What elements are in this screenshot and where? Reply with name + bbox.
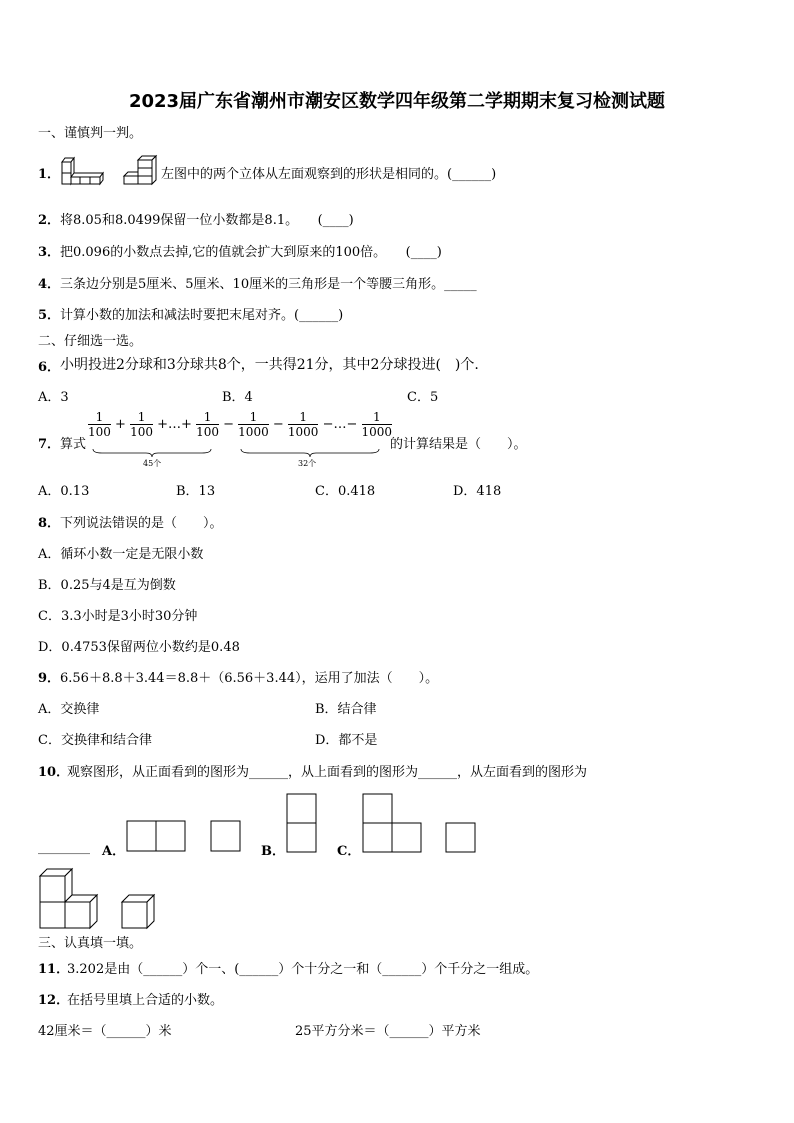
q4-text: 三条边分别是5厘米、5厘米、10厘米的三角形是一个等腰三角形。_____ [60, 277, 477, 292]
q9-option-b: B．结合律 [315, 702, 377, 717]
q1-text: 左图中的两个立体从左面观察到的形状是相同的。(______) [161, 167, 497, 182]
q9-number: 9． [38, 671, 61, 686]
q10-option-a-label: A． [102, 844, 126, 859]
q6-option-a: A．3 [38, 390, 69, 405]
q10-solid-figure [38, 866, 158, 930]
q10-number: 10． [38, 765, 70, 780]
q12-left-blank: 42厘米＝（______）米 [38, 1024, 172, 1039]
q7-minus-ellipsis: −…− [322, 417, 358, 432]
q11-text: 3.202是由（______）个一、(______）个十分之一和（______）个千分之一组成。 [67, 962, 539, 977]
q10-option-b-label: B． [261, 844, 285, 859]
q7-option-a: A．0.13 [38, 484, 90, 499]
q7-minus: − [223, 417, 235, 432]
section-2-heading: 二、仔细选一选。 [38, 334, 143, 349]
q8-text: 下列说法错误的是（ ）。 [60, 516, 223, 531]
q7-fraction-5: $\frac{1}{1000}$ [287, 410, 319, 439]
q10-option-a-figure [126, 820, 242, 854]
q7-fraction-1: $\frac{1}{100}$ [88, 410, 111, 439]
q7-count-32: 32个 [298, 459, 317, 468]
q7-prefix: 算式 [60, 437, 87, 452]
q9-option-a: A．交换律 [38, 702, 100, 717]
q10-blank: ________ [38, 840, 90, 855]
q8-number: 8． [38, 516, 61, 531]
q8-option-c: C．3.3小时是3小时30分钟 [38, 609, 198, 624]
q7-option-d: D．418 [453, 484, 502, 499]
q7-option-b: B．13 [176, 484, 216, 499]
q8-option-b: B．0.25与4是互为倒数 [38, 578, 176, 593]
q10-text: 观察图形，从正面看到的图形为______，从上面看到的图形为______，从左面看到的图形为 [67, 765, 588, 780]
q7-count-45: 45个 [143, 459, 162, 468]
q7-fraction-3: $\frac{1}{100}$ [196, 410, 219, 439]
q4-number: 4． [38, 277, 61, 292]
section-1-heading: 一、谨慎判一判。 [38, 126, 143, 141]
q3-text: 把0.096的小数点去掉,它的值就会扩大到原来的100倍。 (____) [60, 245, 442, 260]
q12-right-blank: 25平方分米＝（______）平方米 [295, 1024, 481, 1039]
section-3-heading: 三、认真填一填。 [38, 936, 143, 951]
q2-text: 将8.05和8.0499保留一位小数都是8.1。 (____) [60, 213, 354, 228]
q5-text: 计算小数的加法和减法时要把末尾对齐。(______) [60, 308, 344, 323]
q3-number: 3． [38, 245, 61, 260]
q12-text: 在括号里填上合适的小数。 [67, 993, 224, 1008]
q6-option-c: C．5 [407, 390, 439, 405]
q8-option-a: A．循环小数一定是无限小数 [38, 547, 204, 562]
q7-plus: + [115, 417, 126, 432]
q7-fraction-2: $\frac{1}{100}$ [130, 410, 153, 439]
q12-number: 12． [38, 993, 70, 1008]
q10-option-b-figure [286, 793, 318, 855]
q11-number: 11． [38, 962, 70, 977]
q7-underbrace-1 [92, 448, 212, 458]
q1-number: 1． [38, 167, 61, 182]
q5-number: 5． [38, 308, 61, 323]
q7-number: 7． [38, 437, 61, 452]
q9-text: 6.56＋8.8＋3.44＝8.8＋（6.56＋3.44），运用了加法（ ）。 [60, 671, 439, 686]
q7-minus-2: − [272, 417, 284, 432]
q7-plus-ellipsis: +…+ [157, 417, 192, 432]
q7-suffix: 的计算结果是（ ）。 [390, 437, 527, 452]
q10-option-c-label: C． [337, 844, 361, 859]
q9-option-d: D．都不是 [315, 733, 378, 748]
q8-option-d: D．0.4753保留两位小数约是0.48 [38, 640, 240, 655]
q7-expression [88, 410, 392, 439]
q6-option-b: B．4 [222, 390, 253, 405]
q7-underbrace-2 [240, 448, 380, 458]
q7-fraction-4: $\frac{1}{1000}$ [238, 410, 269, 439]
q10-option-c-figure [362, 793, 478, 855]
q7-fraction-6: $\frac{1}{1000}$ [361, 410, 393, 439]
q6-text: 小明投进2分球和3分球共8个，一共得21分，其中2分球投进( )个. [60, 357, 479, 373]
q1-cube-figure-right [122, 152, 160, 188]
q2-number: 2． [38, 213, 61, 228]
q9-option-c: C．交换律和结合律 [38, 733, 152, 748]
q1-cube-figure-left [60, 152, 104, 188]
page-title: 2023届广东省潮州市潮安区数学四年级第二学期期末复习检测试题 [128, 91, 666, 112]
q6-number: 6． [38, 360, 61, 375]
q7-option-c: C．0.418 [315, 484, 376, 499]
